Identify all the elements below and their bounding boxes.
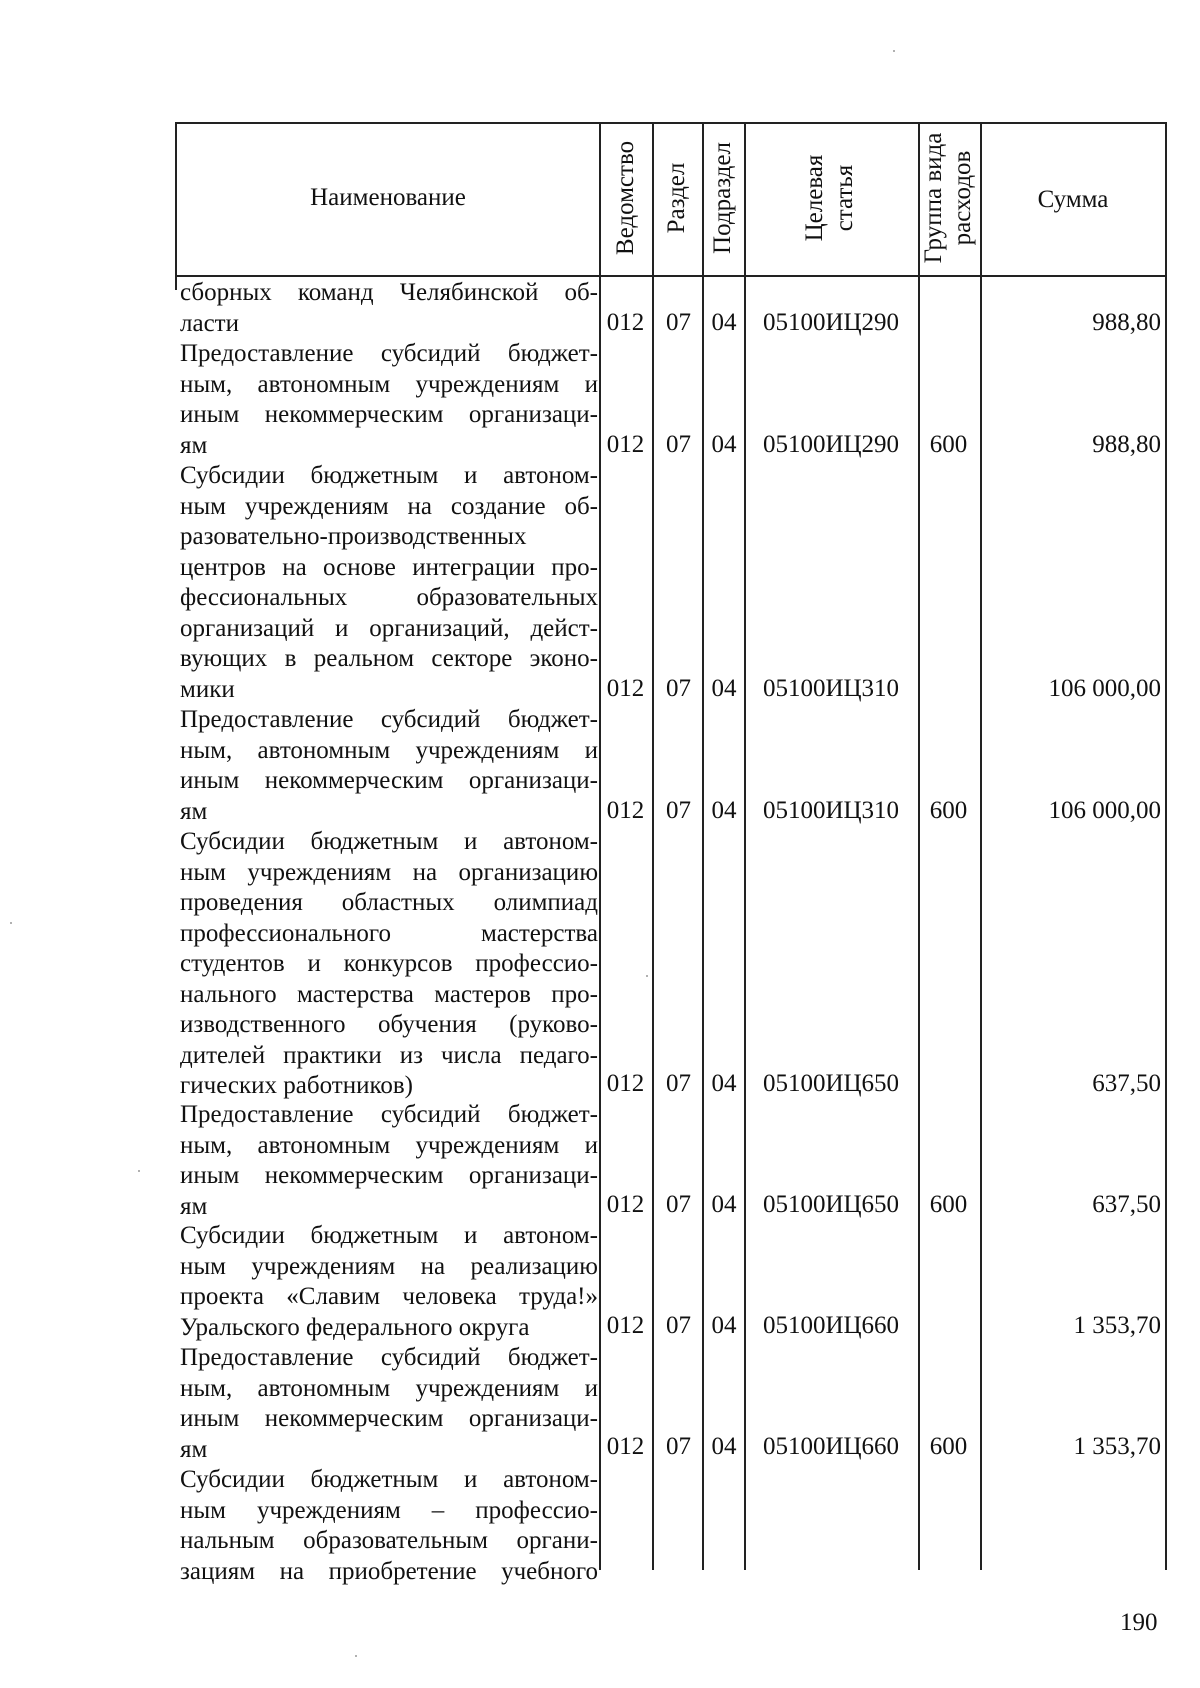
col-divider-razdel xyxy=(652,122,654,1570)
table-row-9-name xyxy=(180,1465,598,1587)
cell-gruppa: 600 xyxy=(929,431,968,458)
cell-summa: 1 353,70 xyxy=(1073,1433,1161,1460)
cell-gruppa: 600 xyxy=(929,1191,968,1218)
table-row-2-name xyxy=(180,339,598,461)
row-text-line: ным, автономным учреждениям и xyxy=(180,370,598,398)
cell-razdel: 07 xyxy=(666,309,691,336)
scan-speck xyxy=(10,922,12,924)
row-text-line: ям xyxy=(180,797,208,825)
cell-celevaya: 05100ИЦ290 xyxy=(762,309,900,336)
cell-podrazdel: 04 xyxy=(711,797,737,824)
col-divider-vedomstvo xyxy=(599,122,601,1570)
cell-vedomstvo: 012 xyxy=(606,431,645,458)
row-text-line: разовательно-производственных xyxy=(180,523,527,550)
row-text-line: ным учреждениям на создание об- xyxy=(180,492,598,520)
row-text-line: Предоставление субсидий бюджет- xyxy=(180,340,598,367)
table-row-8-name xyxy=(180,1343,598,1465)
cell-celevaya: 05100ИЦ650 xyxy=(762,1070,900,1097)
cell-razdel: 07 xyxy=(666,1070,691,1097)
cell-celevaya: 05100ИЦ290 xyxy=(762,431,900,458)
cell-gruppa: 600 xyxy=(929,1433,968,1460)
header-celevaya-line1: Целевая xyxy=(801,154,828,242)
cell-summa: 1 353,70 xyxy=(1073,1312,1161,1339)
scan-speck xyxy=(138,1170,140,1172)
table-right-border xyxy=(1165,122,1167,1570)
cell-vedomstvo: 012 xyxy=(606,1191,645,1218)
row-text-line: Предоставление субсидий бюджет- xyxy=(180,706,598,733)
col-divider-podrazdel xyxy=(702,122,704,1570)
row-text-line: Субсидии бюджетным и автоном- xyxy=(180,1466,598,1493)
row-text-line: иным некоммерческим организаци- xyxy=(180,1405,598,1432)
table-top-border xyxy=(175,122,1167,124)
scan-speck xyxy=(646,975,648,977)
col-divider-gruppa xyxy=(918,122,920,1570)
header-name: Наименование xyxy=(310,184,466,211)
row-text-line: дителей практики из числа педаго- xyxy=(180,1041,598,1069)
cell-podrazdel: 04 xyxy=(711,1191,737,1218)
row-text-line: ям xyxy=(180,431,208,459)
cell-celevaya: 05100ИЦ660 xyxy=(762,1433,900,1460)
cell-summa: 106 000,00 xyxy=(1048,797,1161,824)
cell-podrazdel: 04 xyxy=(711,675,737,702)
row-text-line: иным некоммерческим организаци- xyxy=(180,767,598,794)
header-gruppa-line1: Группа вида xyxy=(920,132,947,264)
header-bottom-border xyxy=(175,275,1167,277)
row-text-line: иным некоммерческим организаци- xyxy=(180,401,598,428)
row-text-line: мики xyxy=(180,675,235,703)
row-text-line: ным, автономным учреждениям и xyxy=(180,736,598,764)
row-text-line: Предоставление субсидий бюджет- xyxy=(180,1344,598,1371)
row-text-line: проведения областных олимпиад xyxy=(180,889,598,916)
col-divider-celevaya xyxy=(744,122,746,1570)
cell-podrazdel: 04 xyxy=(711,1312,737,1339)
cell-gruppa: 600 xyxy=(929,797,968,824)
row-text-line: студентов и конкурсов профессио- xyxy=(180,950,598,977)
scan-speck xyxy=(893,50,895,52)
header-podrazdel: Подраздел xyxy=(709,142,736,254)
row-text-line: ным учреждениям – профессио- xyxy=(180,1496,598,1524)
row-text-line: изводственного обучения (руково- xyxy=(180,1011,598,1038)
scan-speck xyxy=(355,1655,357,1657)
table-row-7-name xyxy=(180,1221,598,1343)
cell-razdel: 07 xyxy=(666,1433,691,1460)
col-divider-summa xyxy=(980,122,982,1570)
cell-razdel: 07 xyxy=(666,431,691,458)
header-celevaya xyxy=(800,155,860,242)
row-text-line: гических работников) xyxy=(180,1072,413,1099)
header-vedomstvo: Ведомство xyxy=(612,140,639,256)
row-text-line: нального мастерства мастеров про- xyxy=(180,980,598,1008)
row-text-line: ным учреждениям на организацию xyxy=(180,858,598,886)
cell-celevaya: 05100ИЦ660 xyxy=(762,1312,900,1339)
table-row-3-name xyxy=(180,461,598,705)
cell-celevaya: 05100ИЦ650 xyxy=(762,1191,900,1218)
cell-vedomstvo: 012 xyxy=(606,675,645,702)
cell-summa: 988,80 xyxy=(1092,431,1161,458)
header-gruppa xyxy=(919,133,977,264)
cell-summa: 988,80 xyxy=(1092,309,1161,336)
header-razdel: Раздел xyxy=(663,162,690,234)
cell-podrazdel: 04 xyxy=(711,1070,737,1097)
cell-razdel: 07 xyxy=(666,1312,691,1339)
row-text-line: фессиональных образовательных xyxy=(180,584,598,611)
row-text-line: зациям на приобретение учебного xyxy=(180,1557,598,1585)
row-text-line: Предоставление субсидий бюджет- xyxy=(180,1101,598,1128)
cell-vedomstvo: 012 xyxy=(606,309,645,336)
row-text-line: проекта «Славим человека труда!» xyxy=(180,1283,598,1310)
cell-podrazdel: 04 xyxy=(711,1433,737,1460)
cell-vedomstvo: 012 xyxy=(606,1070,645,1097)
cell-razdel: 07 xyxy=(666,675,691,702)
row-text-line: Субсидии бюджетным и автоном- xyxy=(180,828,598,855)
row-text-line: вующих в реальном секторе эконо- xyxy=(180,645,598,672)
row-text-line: ным учреждениям на реализацию xyxy=(180,1252,598,1280)
cell-podrazdel: 04 xyxy=(711,309,737,336)
cell-razdel: 07 xyxy=(666,797,691,824)
row-text-line: профессионального мастерства xyxy=(180,919,598,947)
table-row-1-name xyxy=(180,278,598,339)
cell-vedomstvo: 012 xyxy=(606,1312,645,1339)
row-text-line: ным, автономным учреждениям и xyxy=(180,1131,598,1159)
cell-summa: 637,50 xyxy=(1092,1191,1161,1218)
row-text-line: Субсидии бюджетным и автоном- xyxy=(180,1222,598,1249)
table-row-4-name xyxy=(180,705,598,827)
table-row-5-name xyxy=(180,827,598,1102)
row-text-line: центров на основе интеграции про- xyxy=(180,553,598,581)
cell-celevaya: 05100ИЦ310 xyxy=(762,675,900,702)
cell-vedomstvo: 012 xyxy=(606,797,645,824)
table-left-border xyxy=(175,122,177,290)
cell-summa: 106 000,00 xyxy=(1048,675,1161,702)
row-text-line: ям xyxy=(180,1192,208,1220)
cell-podrazdel: 04 xyxy=(711,431,737,458)
row-text-line: сборных команд Челябинской об- xyxy=(180,279,598,306)
cell-celevaya: 05100ИЦ310 xyxy=(762,797,900,824)
cell-vedomstvo: 012 xyxy=(606,1433,645,1460)
header-summa: Сумма xyxy=(1037,186,1109,213)
row-text-line: ям xyxy=(180,1435,208,1463)
row-text-line: иным некоммерческим организаци- xyxy=(180,1162,598,1189)
header-celevaya-line2: статья xyxy=(831,164,858,232)
table-row-6-name xyxy=(180,1100,598,1222)
row-text-line: нальным образовательным органи- xyxy=(180,1527,598,1554)
row-text-line: Субсидии бюджетным и автоном- xyxy=(180,462,598,489)
cell-summa: 637,50 xyxy=(1092,1070,1161,1097)
row-text-line: ласти xyxy=(180,309,239,337)
page-number: 190 xyxy=(1120,1609,1158,1636)
row-text-line: организаций и организаций, дейст- xyxy=(180,614,598,642)
header-gruppa-line2: расходов xyxy=(949,150,976,246)
cell-razdel: 07 xyxy=(666,1191,691,1218)
row-text-line: ным, автономным учреждениям и xyxy=(180,1374,598,1402)
row-text-line: Уральского федерального округа xyxy=(180,1313,530,1341)
